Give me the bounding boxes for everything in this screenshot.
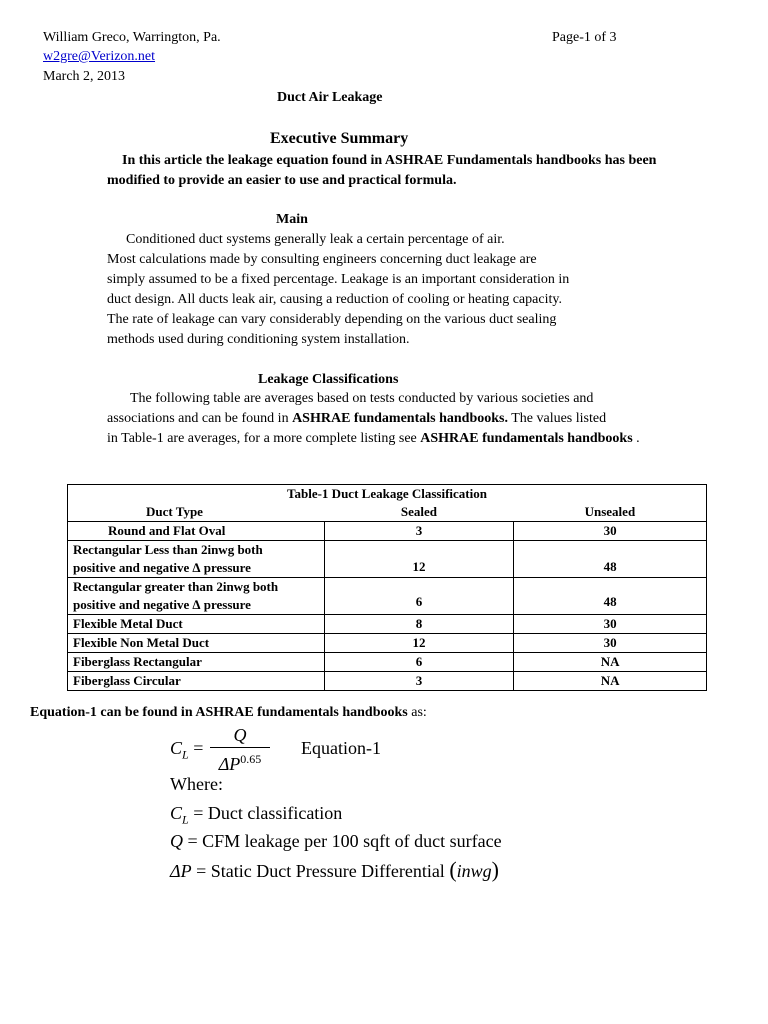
equation-exponent: 0.65 <box>240 752 262 766</box>
equation-intro <box>30 703 427 723</box>
main-line: simply assumed to be a fixed percentage. Leakage is an important consideration in <box>107 272 570 287</box>
definition-symbol: C <box>170 803 183 823</box>
duct-leakage-table <box>67 484 707 691</box>
leakage-line: The following table are averages based on tests conducted by various societies and <box>130 391 594 406</box>
definition-unit: inwg <box>456 861 492 881</box>
cell-sealed: 3 <box>324 672 514 691</box>
table-row <box>68 578 707 615</box>
table-row <box>68 653 707 672</box>
definition-text: = CFM leakage per 100 sqft of duct surface <box>183 831 502 851</box>
equation-lhs: $C_L$ = <box>170 738 204 762</box>
equation-lhs-symbol: C <box>170 738 183 758</box>
definition-cl <box>170 801 342 832</box>
cell-type <box>68 578 325 615</box>
author-line: William Greco, Warrington, Pa. <box>43 30 221 45</box>
equation-intro-text: as: <box>407 705 427 720</box>
header-sealed: Sealed <box>324 503 514 522</box>
where-label: Where: <box>170 774 223 794</box>
date: March 2, 2013 <box>43 69 126 84</box>
summary-line: modified to provide an easier to use and practical formula. <box>107 173 457 188</box>
executive-summary-text <box>107 151 727 191</box>
cell-sealed: 3 <box>324 522 514 541</box>
page-title: Duct Air Leakage <box>277 90 383 105</box>
leakage-line-text: The values listed <box>507 411 607 426</box>
equation-lhs-subscript: L <box>182 747 189 762</box>
table-row <box>68 672 707 691</box>
table-row <box>68 615 707 634</box>
main-line: Conditioned duct systems generally leak a certain percentage of air. <box>126 232 505 247</box>
table-row <box>68 634 707 653</box>
definition-symbol: Q <box>170 831 183 851</box>
cell-unsealed: 48 <box>514 578 707 615</box>
main-line: duct design. All ducts leak air, causing a reduction of cooling or heating capacity. <box>107 292 562 307</box>
equation-denominator-symbol: ΔP <box>218 754 241 774</box>
definition-symbol: ΔP <box>170 861 192 881</box>
definition-q <box>170 829 502 853</box>
cell-unsealed: 30 <box>514 615 707 634</box>
definition-text: = Duct classification <box>188 803 343 823</box>
equation-denominator <box>210 749 270 774</box>
cell-type-line: positive and negative ∆ pressure <box>73 597 251 612</box>
leakage-line-text: associations and can be found in <box>107 411 293 426</box>
cell-unsealed: NA <box>514 653 707 672</box>
table-caption: Table-1 Duct Leakage Classification <box>68 485 707 504</box>
summary-line: In this article the leakage equation found in ASHRAE Fundamentals handbooks has been <box>122 153 657 168</box>
equation-label: Equation-1 <box>301 738 381 758</box>
cell-sealed: 12 <box>324 634 514 653</box>
main-line: Most calculations made by consulting engineers concerning duct leakage are <box>107 252 537 267</box>
header-unsealed: Unsealed <box>514 503 707 522</box>
definition-dp: ΔP = Static Duct Pressure Differential (inwg) <box>170 857 499 882</box>
table-header-row <box>68 503 707 522</box>
table-row <box>68 522 707 541</box>
definition-text: = Static Duct Pressure Differential <box>191 861 450 881</box>
cell-type: Flexible Metal Duct <box>68 615 325 634</box>
leakage-line <box>107 409 727 429</box>
leakage-line-text: in Table-1 are averages, for a more complete listing see <box>107 431 421 446</box>
main-text <box>107 230 727 350</box>
cell-type <box>68 541 325 578</box>
cell-unsealed: 30 <box>514 522 707 541</box>
equation-fraction <box>210 724 270 774</box>
cell-sealed: 12 <box>324 541 514 578</box>
header-duct-type <box>68 503 325 522</box>
equation-intro-bold: Equation-1 can be found in ASHRAE fundamentals handbooks <box>30 705 408 720</box>
main-heading: Main <box>276 212 308 227</box>
leakage-line-bold: ASHRAE fundamentals handbooks. <box>292 411 508 426</box>
cell-unsealed: 30 <box>514 634 707 653</box>
leakage-line-bold: ASHRAE fundamentals handbooks <box>420 431 633 446</box>
cell-sealed: 6 <box>324 653 514 672</box>
equation-numerator: Q <box>233 725 247 745</box>
cell-type: Flexible Non Metal Duct <box>68 634 325 653</box>
definition-subscript: L <box>182 812 189 827</box>
leakage-heading: Leakage Classifications <box>258 372 399 387</box>
fraction-bar <box>210 747 270 748</box>
cell-type-line: Rectangular greater than 2inwg both <box>73 579 279 594</box>
cell-type: Fiberglass Rectangular <box>68 653 325 672</box>
cell-type: Round and Flat Oval <box>68 522 325 541</box>
leakage-line-text: . <box>632 431 640 446</box>
cell-unsealed: 48 <box>514 541 707 578</box>
cell-type: Fiberglass Circular <box>68 672 325 691</box>
table-row <box>68 541 707 578</box>
leakage-text <box>107 389 727 449</box>
email-link[interactable]: w2gre@Verizon.net <box>43 49 156 64</box>
main-line: The rate of leakage can vary considerably depending on the various duct sealing <box>107 312 557 327</box>
cell-unsealed: NA <box>514 672 707 691</box>
page-number: Page-1 of 3 <box>552 30 617 45</box>
cell-sealed: 8 <box>324 615 514 634</box>
header-duct-type-label: Duct Type <box>146 504 203 519</box>
cell-type-line: positive and negative ∆ pressure <box>73 560 251 575</box>
executive-summary-heading: Executive Summary <box>270 130 409 147</box>
leakage-line <box>107 429 727 449</box>
cell-sealed: 6 <box>324 578 514 615</box>
cell-type-line: Rectangular Less than 2inwg both <box>73 542 263 557</box>
main-line: methods used during conditioning system installation. <box>107 332 410 347</box>
